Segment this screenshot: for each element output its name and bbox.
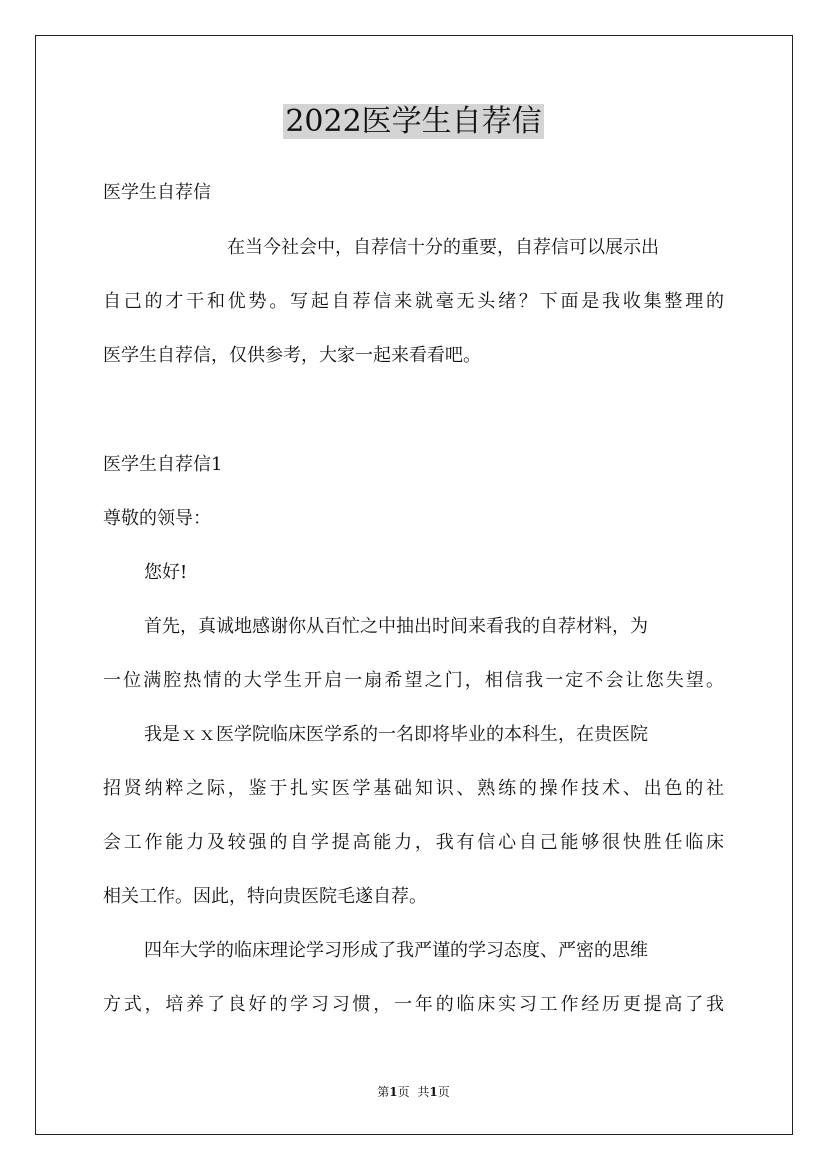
intro-line-3: 医学生自荐信，仅供参考，大家一起来看看吧。 [103,345,481,366]
footer-total-prefix: 共 [417,1085,430,1099]
footer-total-suffix: 页 [437,1085,450,1099]
footer-page-number: 1 [389,1085,398,1099]
footer-total-pages: 1 [429,1085,438,1099]
greeting: 您好! [144,562,188,583]
section-heading: 医学生自荐信1 [103,454,223,475]
document-title-text: 2022医学生自荐信 [285,104,542,139]
body-line-8: 方式，培养了良好的学习习惯，一年的临床实习工作经历更提高了我 [103,994,724,1015]
footer-prefix: 第 [377,1085,390,1099]
body-line-2: 一位满腔热情的大学生开启一扇希望之门，相信我一定不会让您失望。 [103,670,724,691]
intro-line-2: 自己的才干和优势。写起自荐信来就毫无头绪？下面是我收集整理的 [103,291,724,312]
body-line-7: 四年大学的临床理论学习形成了我严谨的学习态度、严密的思维 [144,940,648,961]
document-title [0,100,827,144]
body-line-3: 我是ｘｘ医学院临床医学系的一名即将毕业的本科生，在贵医院 [144,724,648,745]
intro-line-1: 在当今社会中，自荐信十分的重要，自荐信可以展示出 [227,237,659,258]
salutation: 尊敬的领导： [103,508,211,529]
page-footer [0,1083,827,1101]
footer-page-suffix: 页 [397,1085,410,1099]
body-line-4: 招贤纳粹之际，鉴于扎实医学基础知识、熟练的操作技术、出色的社 [103,778,724,799]
body-line-6: 相关工作。因此，特向贵医院毛遂自荐。 [103,886,427,907]
body-line-5: 会工作能力及较强的自学提高能力，我有信心自己能够很快胜任临床 [103,832,724,853]
subtitle: 医学生自荐信 [103,182,211,203]
body-line-1: 首先，真诚地感谢你从百忙之中抽出时间来看我的自荐材料，为 [144,616,648,637]
